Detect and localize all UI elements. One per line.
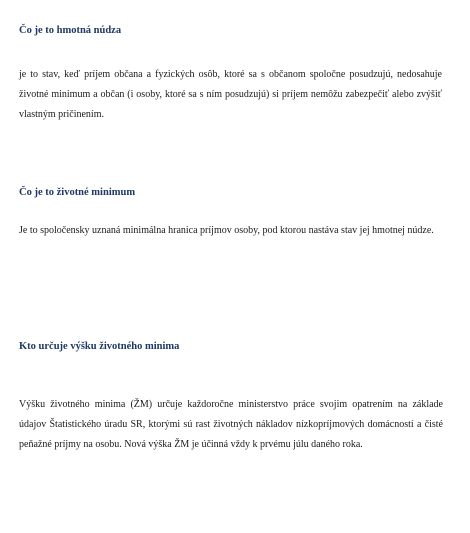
section-heading-zivotne-minimum: Čo je to životné minimum bbox=[19, 187, 136, 198]
section-text-hmotna-nudza: je to stav, keď príjem občana a fyzických osôb, ktoré sa s občanom spoločne posudzujú, nedosahuje životné minimum a občan (i osoby, ktoré sa s ním posudzujú) si príjem nemôžu zabezpečiť alebo zvýšiť vlastným pričinením. bbox=[19, 69, 442, 120]
section-heading-hmotna-nudza: Čo je to hmotná núdza bbox=[19, 25, 122, 36]
section-heading-kto-urcuje: Kto určuje výšku životného minima bbox=[19, 341, 180, 352]
section-text-kto-urcuje: Výšku životného minima (ŽM) určuje každoročne ministerstvo práce svojim opatrením na základe údajov Štatistického úradu SR, ktorými sú rast životných nákladov nízkopríjmových domácností a čisté peňažné príjmy na osobu. Nová výška ŽM je účinná vždy k prvému júlu daného roka. bbox=[19, 399, 443, 450]
section-text-zivotne-minimum: Je to spoločensky uznaná minimálna hranica príjmov osoby, pod ktorou nastáva stav jej hmotnej núdze. bbox=[19, 225, 434, 236]
